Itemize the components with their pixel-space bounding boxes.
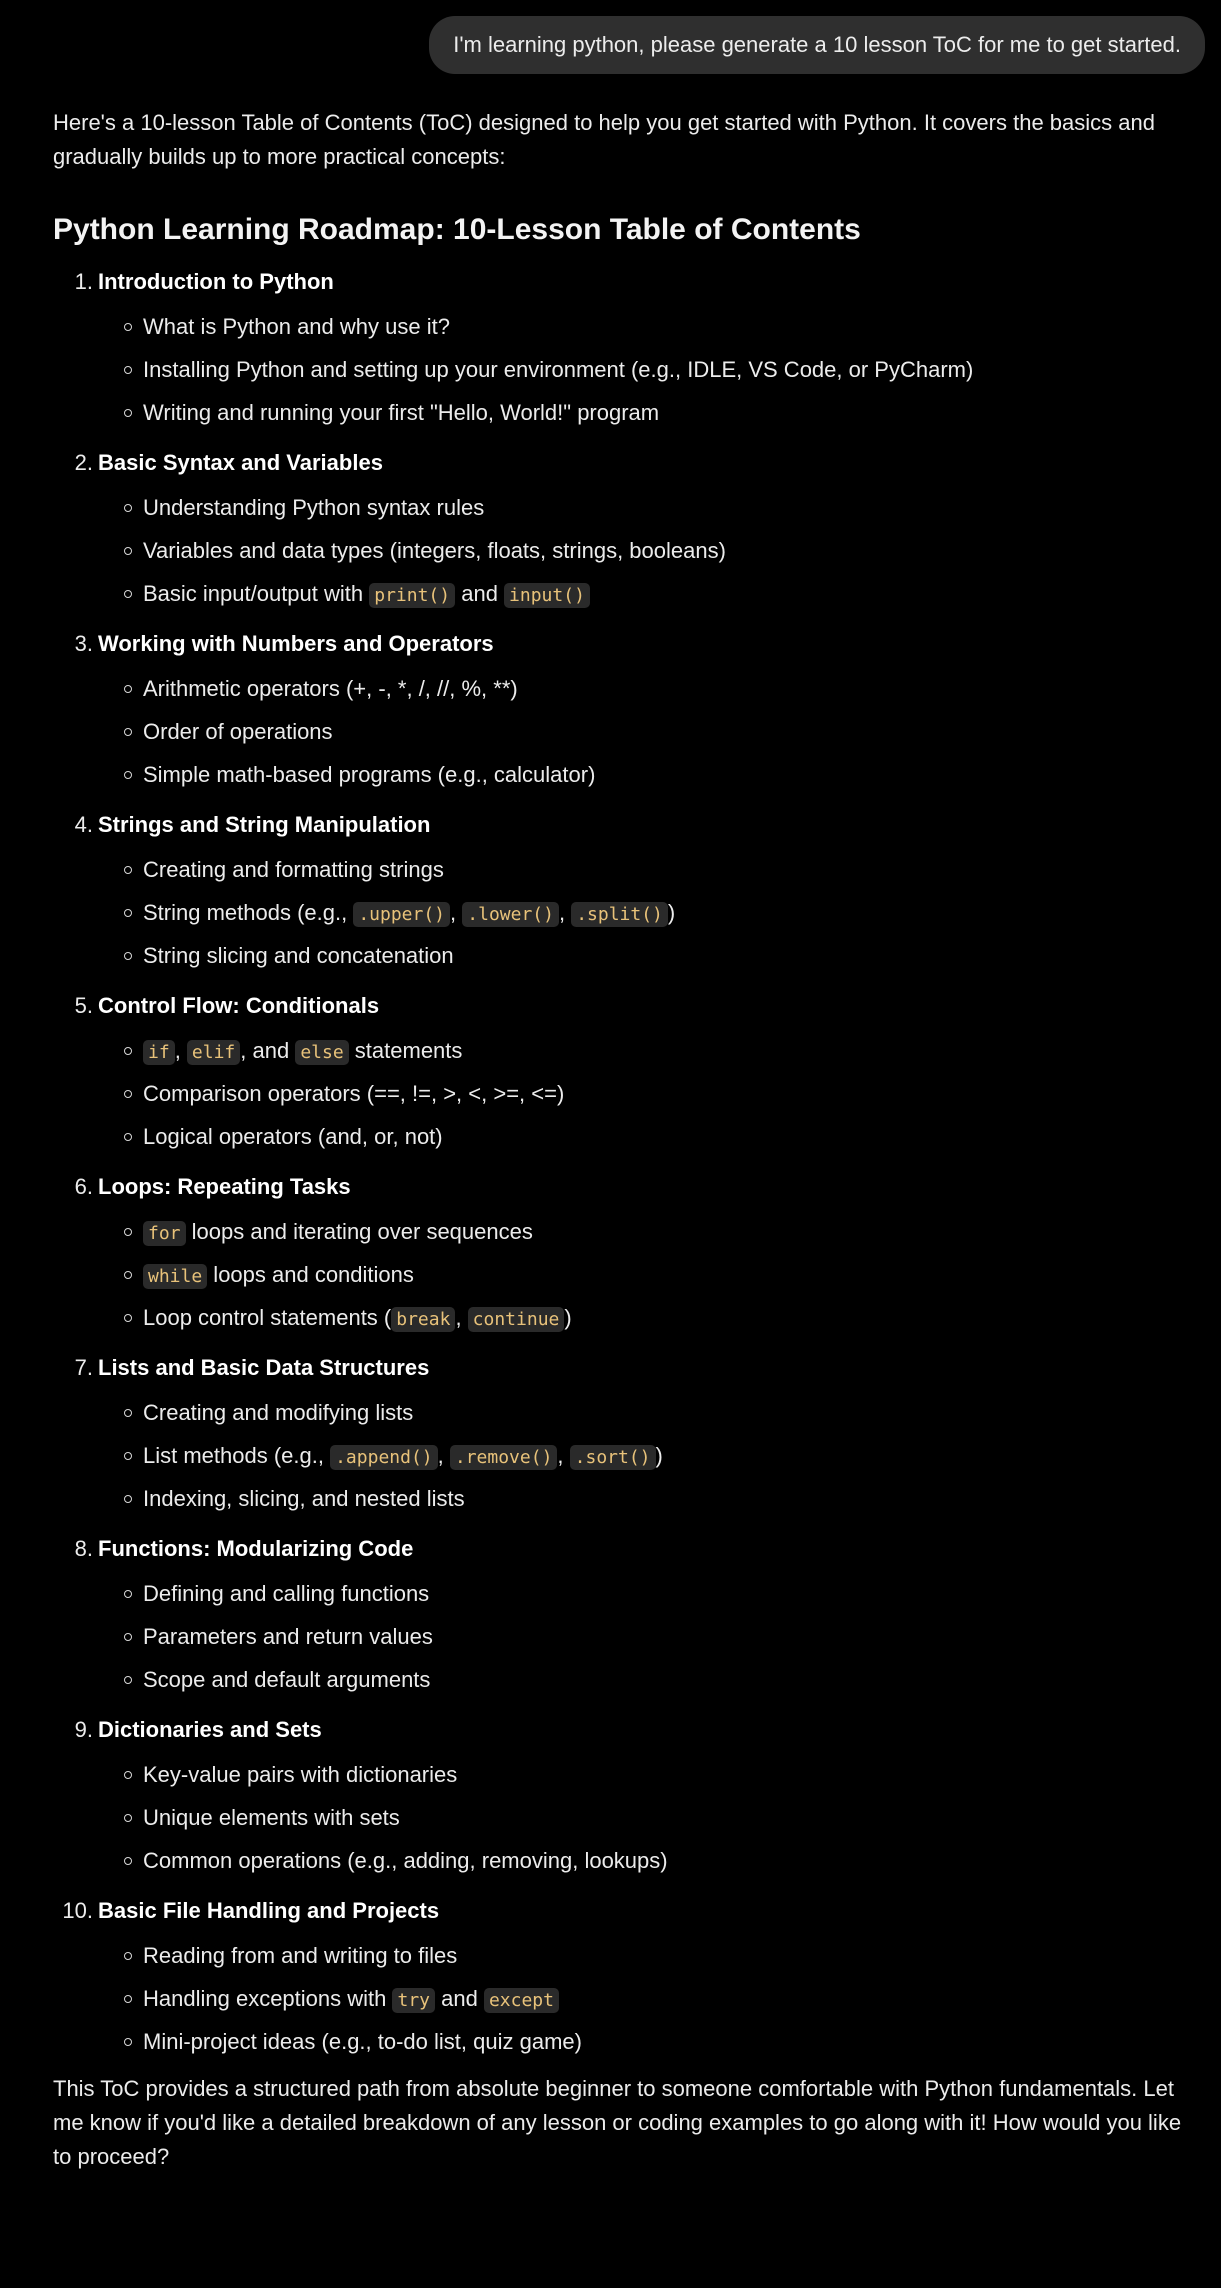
lesson-item <box>53 443 1183 615</box>
lesson-title: Dictionaries and Sets <box>98 1717 322 1742</box>
hollow-bullet-icon <box>124 771 132 779</box>
lesson-number: 8. <box>74 1536 93 1561</box>
hollow-bullet-icon <box>124 1857 132 1865</box>
topic-text: , <box>174 1038 187 1063</box>
topic-text: Mini-project ideas (e.g., to-do list, quiz game) <box>143 2029 582 2054</box>
topic-text: Scope and default arguments <box>143 1667 431 1692</box>
hollow-bullet-icon <box>124 1133 132 1141</box>
inline-code: .append() <box>330 1445 438 1470</box>
hollow-bullet-icon <box>124 1314 132 1322</box>
hollow-bullet-icon <box>124 1047 132 1055</box>
topic-text: String slicing and concatenation <box>143 943 454 968</box>
hollow-bullet-icon <box>124 909 132 917</box>
topic-text: List methods (e.g., <box>143 1443 331 1468</box>
user-message-text: I'm learning python, please generate a 10 lesson ToC for me to get started. <box>453 32 1181 57</box>
lesson-title: Strings and String Manipulation <box>98 812 431 837</box>
topic-text: , <box>558 900 572 925</box>
topic-item <box>98 934 1183 977</box>
topic-text: and <box>435 1986 484 2011</box>
topic-text: What is Python and why use it? <box>143 314 450 339</box>
topic-text: and <box>455 581 505 606</box>
outro-paragraph: This ToC provides a structured path from absolute beginner to someone comfortable with Python fundamentals. Let me know if you'd like a detailed breakdown of any lesson or coding examples to go along with it! How would you like to proceed? <box>53 2076 1182 2169</box>
lesson-item <box>53 805 1183 977</box>
inline-code: break <box>391 1307 455 1332</box>
topic-text: Handling exceptions with <box>143 1986 393 2011</box>
inline-code: .upper() <box>353 902 450 927</box>
lesson-number: 5. <box>74 993 93 1018</box>
hollow-bullet-icon <box>124 728 132 736</box>
inline-code: elif <box>187 1040 240 1065</box>
lesson-topics <box>98 1572 1183 1701</box>
topic-item <box>98 2020 1183 2063</box>
topic-text: loops and conditions <box>207 1262 414 1287</box>
hollow-bullet-icon <box>124 323 132 331</box>
hollow-bullet-icon <box>124 1495 132 1503</box>
lesson-number: 10. <box>62 1898 93 1923</box>
lesson-topics <box>98 1029 1183 1158</box>
inline-code: .lower() <box>462 902 559 927</box>
topic-item <box>98 1615 1183 1658</box>
lesson-item <box>53 1891 1183 2063</box>
hollow-bullet-icon <box>124 1995 132 2003</box>
topic-text: Logical operators (and, or, not) <box>143 1124 443 1149</box>
topic-text: ) <box>564 1305 572 1330</box>
hollow-bullet-icon <box>124 366 132 374</box>
lesson-title: Working with Numbers and Operators <box>98 631 494 656</box>
inline-code: while <box>143 1264 207 1289</box>
lesson-title: Basic Syntax and Variables <box>98 450 383 475</box>
topic-item <box>98 1115 1183 1158</box>
lesson-item <box>53 986 1183 1158</box>
topic-item <box>98 710 1183 753</box>
lesson-heading <box>74 1529 1183 1572</box>
topic-item <box>98 391 1183 434</box>
topic-text: , <box>455 1305 468 1330</box>
hollow-bullet-icon <box>124 685 132 693</box>
topic-text: Simple math-based programs (e.g., calculator) <box>143 762 596 787</box>
topic-text: Loop control statements ( <box>143 1305 392 1330</box>
lesson-heading <box>74 624 1183 667</box>
lesson-title: Functions: Modularizing Code <box>98 1536 414 1561</box>
topic-text: Installing Python and setting up your environment (e.g., IDLE, VS Code, or PyCharm) <box>143 357 974 382</box>
topic-text: Parameters and return values <box>143 1624 433 1649</box>
lesson-item <box>53 624 1183 796</box>
topic-item <box>98 891 1183 934</box>
lesson-number: 7. <box>74 1355 93 1380</box>
lesson-item <box>53 1529 1183 1701</box>
topic-text: Common operations (e.g., adding, removing, lookups) <box>143 1848 668 1873</box>
lesson-topics <box>98 667 1183 796</box>
hollow-bullet-icon <box>124 547 132 555</box>
intro-paragraph: Here's a 10-lesson Table of Contents (ToC) designed to help you get started with Python. It covers the basics and gradually builds up to more practical concepts: <box>53 110 1155 169</box>
topic-text: Unique elements with sets <box>143 1805 400 1830</box>
hollow-bullet-icon <box>124 952 132 960</box>
lesson-topics <box>98 1753 1183 1882</box>
topic-text: , and <box>240 1038 296 1063</box>
topic-item <box>98 1658 1183 1701</box>
lesson-number: 3. <box>74 631 93 656</box>
topic-item <box>98 1753 1183 1796</box>
hollow-bullet-icon <box>124 1452 132 1460</box>
topic-item <box>98 1977 1183 2020</box>
lesson-number: 1. <box>74 269 93 294</box>
lesson-title: Introduction to Python <box>98 269 334 294</box>
lesson-topics <box>98 848 1183 977</box>
lesson-heading <box>74 262 1183 305</box>
topic-text: ) <box>667 900 676 925</box>
lesson-heading <box>74 1167 1183 1210</box>
topic-item <box>98 1253 1183 1296</box>
hollow-bullet-icon <box>124 1814 132 1822</box>
topic-text: statements <box>348 1038 463 1063</box>
lesson-heading <box>74 1348 1183 1391</box>
topic-item <box>98 348 1183 391</box>
topic-item <box>98 305 1183 348</box>
topic-item <box>98 1796 1183 1839</box>
roadmap-heading: Python Learning Roadmap: 10-Lesson Table of Contents <box>53 213 861 246</box>
topic-text: ) <box>655 1443 663 1468</box>
topic-text: Variables and data types (integers, floats, strings, booleans) <box>143 538 726 563</box>
inline-code: if <box>143 1040 175 1065</box>
hollow-bullet-icon <box>124 1952 132 1960</box>
topic-text: Reading from and writing to files <box>143 1943 458 1968</box>
lesson-heading <box>74 805 1183 848</box>
assistant-response <box>53 106 1183 2174</box>
user-message-bubble <box>429 16 1205 74</box>
hollow-bullet-icon <box>124 1633 132 1641</box>
lesson-topics <box>98 1210 1183 1339</box>
topic-text: Writing and running your first "Hello, World!" program <box>143 400 660 425</box>
lesson-number: 4. <box>74 812 93 837</box>
topic-item <box>98 529 1183 572</box>
topic-item <box>98 486 1183 529</box>
hollow-bullet-icon <box>124 590 132 598</box>
topic-text: , <box>557 1443 570 1468</box>
hollow-bullet-icon <box>124 866 132 874</box>
inline-code: except <box>484 1988 559 2013</box>
topic-item <box>98 1391 1183 1434</box>
inline-code: continue <box>468 1307 565 1332</box>
hollow-bullet-icon <box>124 504 132 512</box>
lesson-heading <box>74 1710 1183 1753</box>
hollow-bullet-icon <box>124 1590 132 1598</box>
lesson-item <box>53 1710 1183 1882</box>
topic-text: Defining and calling functions <box>143 1581 430 1606</box>
inline-code: .sort() <box>570 1445 656 1470</box>
inline-code: else <box>295 1040 348 1065</box>
hollow-bullet-icon <box>124 1409 132 1417</box>
lesson-title: Lists and Basic Data Structures <box>98 1355 430 1380</box>
topic-item <box>98 848 1183 891</box>
topic-text: Order of operations <box>143 719 333 744</box>
topic-text: loops and iterating over sequences <box>185 1219 533 1244</box>
inline-code: input() <box>504 583 590 608</box>
topic-item <box>98 753 1183 796</box>
topic-item <box>98 1477 1183 1520</box>
topic-text: Creating and modifying lists <box>143 1400 414 1425</box>
lesson-number: 9. <box>74 1717 93 1742</box>
lesson-topics <box>98 1934 1183 2063</box>
topic-text: , <box>450 900 463 925</box>
topic-item <box>98 1072 1183 1115</box>
lesson-title: Basic File Handling and Projects <box>98 1898 440 1923</box>
topic-item <box>98 1572 1183 1615</box>
lesson-topics <box>98 305 1183 434</box>
hollow-bullet-icon <box>124 409 132 417</box>
hollow-bullet-icon <box>124 2038 132 2046</box>
topic-item <box>98 1210 1183 1253</box>
inline-code: .split() <box>571 902 668 927</box>
hollow-bullet-icon <box>124 1090 132 1098</box>
topic-item <box>98 572 1183 615</box>
lesson-heading <box>74 986 1183 1029</box>
inline-code: .remove() <box>450 1445 558 1470</box>
topic-text: Comparison operators (==, !=, >, <, >=, <=) <box>143 1081 565 1106</box>
lesson-title: Control Flow: Conditionals <box>98 993 380 1018</box>
lesson-heading <box>62 1891 1183 1934</box>
topic-text: Arithmetic operators (+, -, *, /, //, %, **) <box>143 676 518 701</box>
topic-text: String methods (e.g., <box>143 900 354 925</box>
hollow-bullet-icon <box>124 1228 132 1236</box>
lesson-item <box>53 1348 1183 1520</box>
hollow-bullet-icon <box>124 1271 132 1279</box>
lesson-topics <box>98 1391 1183 1520</box>
hollow-bullet-icon <box>124 1676 132 1684</box>
lesson-list <box>53 262 1183 2063</box>
lesson-item <box>53 1167 1183 1339</box>
topic-item <box>98 1434 1183 1477</box>
lesson-item <box>53 262 1183 434</box>
hollow-bullet-icon <box>124 1771 132 1779</box>
topic-item <box>98 1029 1183 1072</box>
topic-item <box>98 1934 1183 1977</box>
topic-item <box>98 1839 1183 1882</box>
lesson-title: Loops: Repeating Tasks <box>98 1174 351 1199</box>
topic-text: Basic input/output with <box>143 581 370 606</box>
topic-text: Indexing, slicing, and nested lists <box>143 1486 465 1511</box>
topic-text: Key-value pairs with dictionaries <box>143 1762 458 1787</box>
lesson-number: 2. <box>74 450 93 475</box>
inline-code: print() <box>369 583 455 608</box>
topic-text: , <box>437 1443 450 1468</box>
topic-text: Understanding Python syntax rules <box>143 495 485 520</box>
topic-item <box>98 667 1183 710</box>
inline-code: try <box>392 1988 435 2013</box>
lesson-number: 6. <box>74 1174 93 1199</box>
lesson-topics <box>98 486 1183 615</box>
topic-text: Creating and formatting strings <box>143 857 444 882</box>
inline-code: for <box>143 1221 186 1246</box>
lesson-heading <box>74 443 1183 486</box>
topic-item <box>98 1296 1183 1339</box>
